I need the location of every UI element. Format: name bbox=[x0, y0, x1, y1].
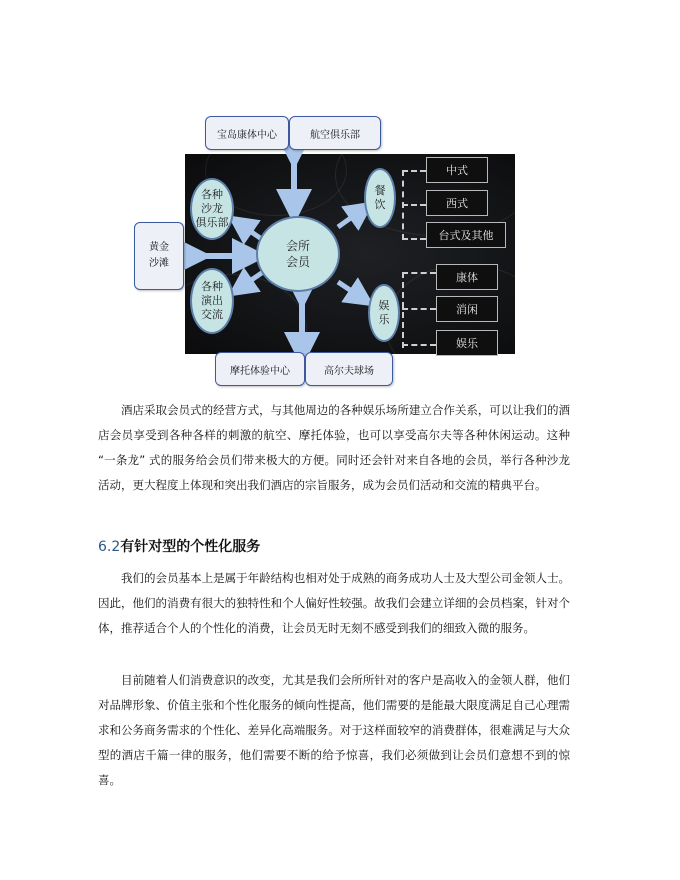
arrow-to-dining bbox=[338, 210, 362, 227]
heading-title: 有针对型的个性化服务 bbox=[120, 539, 261, 555]
salon-ellipse: 各种 沙龙 俱乐部 bbox=[190, 178, 234, 240]
paragraph-1: 酒店采取会员式的经营方式，与其他周边的各种娱乐场所建立合作关系，可以让我们的酒店会员享受到各种各样的刺激的航空、摩托体验，也可以享受高尔夫等各种休闲运动。这种 “一条龙” 式的服务给会员们带来极大的方便。同时还会针对来自各地的会员，举行各种沙龙活动，更大程度上体现和突出我们酒店的宗旨服务，成为会员们活动和交流的精典平台。 bbox=[98, 403, 574, 492]
dining-ellipse: 餐 饮 bbox=[364, 168, 396, 228]
dining-item-taiwanese-other: 台式及其他 bbox=[426, 222, 506, 248]
arrow-to-entertainment bbox=[338, 282, 362, 298]
box-bottom-right: 高尔夫球场 bbox=[305, 352, 393, 386]
section-heading bbox=[98, 536, 260, 556]
ent-item-leisure: 消闲 bbox=[436, 296, 498, 322]
paragraph-3: 目前随着人们消费意识的改变，尤其是我们会所所针对的客户是高收入的金领人群，他们对品牌形象、价值主张和个性化服务的倾向性提高，他们需要的是能最大限度满足自己心理需求和公务商务需求的个性化、差异化高端服务。对于这样面较窄的消费群体，很难满足与大众型的酒店千篇一律的服务，他们需要不断的给予惊喜，我们必须做到让会员们意想不到的惊喜。 bbox=[98, 673, 570, 787]
arrow-to-exchange bbox=[240, 272, 263, 288]
ent-item-entertainment: 娱乐 bbox=[436, 330, 498, 356]
box-bottom-left: 摩托体验中心 bbox=[215, 352, 305, 386]
entertainment-ellipse: 娱 乐 bbox=[368, 284, 400, 342]
box-top-left: 宝岛康体中心 bbox=[205, 116, 289, 150]
center-ellipse: 会所 会员 bbox=[256, 216, 340, 292]
dining-item-chinese: 中式 bbox=[426, 157, 488, 183]
box-top-right: 航空俱乐部 bbox=[289, 116, 381, 150]
exchange-ellipse: 各种 演出 交流 bbox=[190, 268, 234, 334]
membership-diagram bbox=[130, 112, 530, 390]
dining-item-western: 西式 bbox=[426, 190, 488, 216]
box-left: 黄金 沙滩 bbox=[134, 222, 184, 290]
ent-item-sports: 康体 bbox=[436, 264, 498, 290]
heading-number: 6.2 bbox=[98, 539, 121, 555]
paragraph-2: 我们的会员基本上是属于年龄结构也相对处于成熟的商务成功人士及大型公司金领人士。因此，他们的消费有很大的独特性和个人偏好性较强。故我们会建立详细的会员档案，针对个体，推荐适合个人的个性化的消费，让会员无时无刻不感受到我们的细致入微的服务。 bbox=[98, 571, 570, 635]
